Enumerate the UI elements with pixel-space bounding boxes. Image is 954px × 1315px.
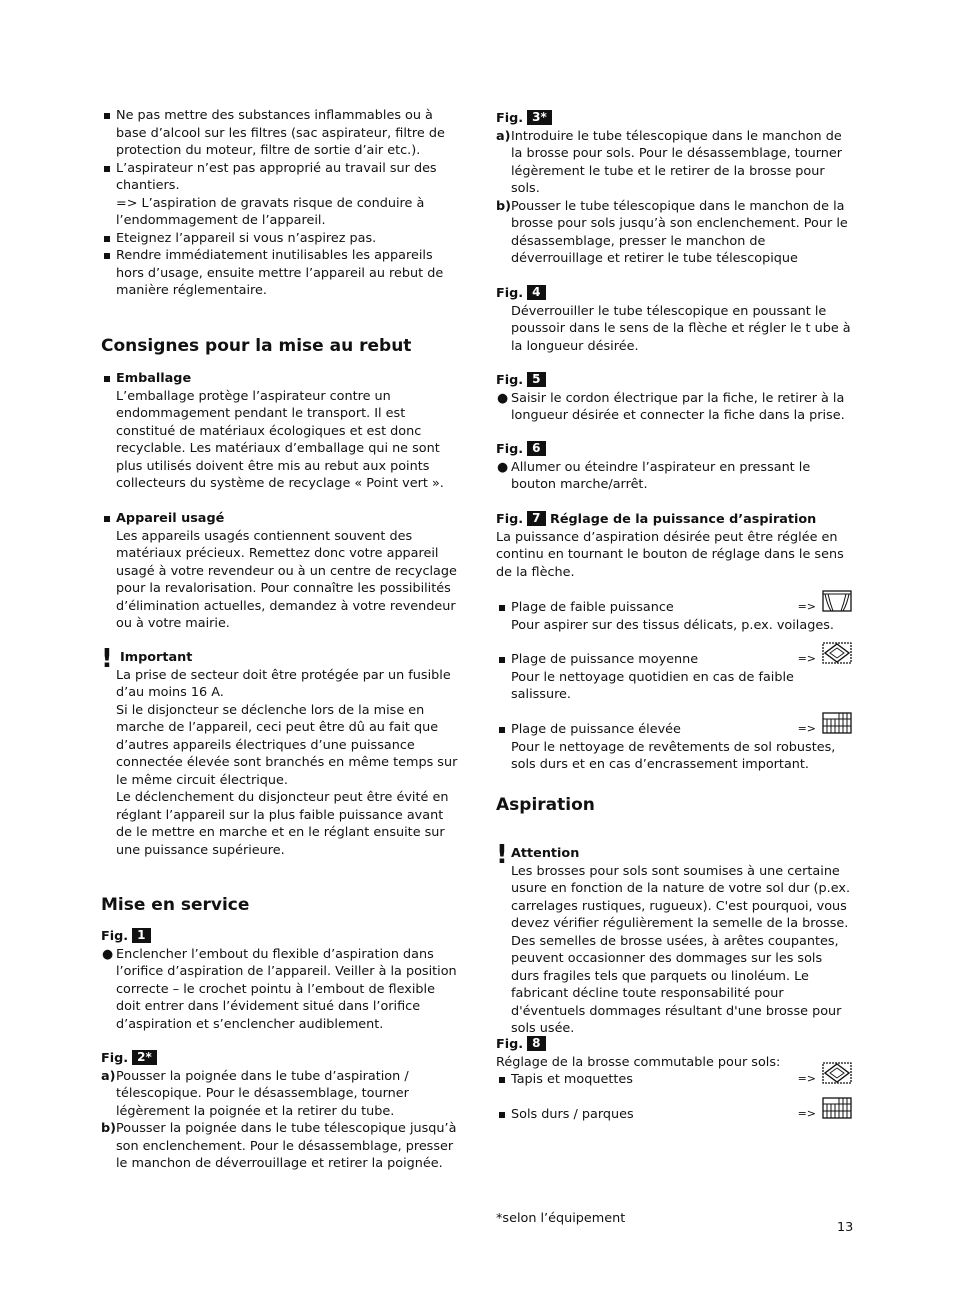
fig-number: 3* [527, 110, 552, 125]
power-high: Plage de puissance élevée => Pour le nettoyage de revêtements de sol robustes, sols durs et en cas d’encrassement important. [496, 721, 854, 774]
hard-floor-icon [822, 1097, 852, 1119]
important-p3: Le déclenchement du disjoncteur peut être évité en réglant l’appareil sur la plus faible puissance avant de le mettre en marche et en le réglant ensuite sur une puissance supérieure. [116, 790, 449, 858]
fig7-text: La puissance d’aspiration désirée peut être réglée en continu en tournant le bouton de réglage dans le sens de la flèche. [496, 529, 844, 580]
fig2-b-text: Pousser la poignée dans le tube télescopique jusqu’à son enclenchement. Pour le désassemblage, presser le manchon de déverrouillage et retirer la poignée. [116, 1121, 457, 1171]
power-low-desc: Pour aspirer sur des tissus délicats, p.ex. voilages. [511, 617, 834, 633]
fig-number: 2* [132, 1050, 157, 1065]
power-mid-label: Plage de puissance moyenne [511, 652, 699, 667]
list-item: Ne pas mettre des substances inflammables ou à base d’alcool sur les filtres (sac aspirateur, filtre de protection du moteur, filtre de sortie d’air etc.). [101, 107, 461, 160]
appareil-title: Appareil usagé [116, 511, 225, 526]
warning-icon: ! [101, 644, 113, 674]
fig6-text: Allumer ou éteindre l’aspirateur en pressant le bouton marche/arrêt. [511, 459, 811, 492]
fig-label: Fig. [496, 442, 524, 457]
hard-floor-icon [822, 712, 852, 734]
fig-label: Fig. [496, 111, 524, 126]
rug-icon [822, 642, 852, 664]
fig-number: 4 [527, 285, 545, 300]
fig2-section: Fig. 2* a) Pousser la poignée dans le tube d’aspiration / télescopique. Pour le désassemblage, tourner légèrement la poignée et la retirer du tube. b) Pousser la poignée dans le tube télescopique jusqu’à son enclenchement. Pour le désassemblage, presser le manchon de déverrouillage et retirer la poignée. [101, 1050, 457, 1171]
power-mid: Plage de puissance moyenne => Pour le nettoyage quotidien en cas de faible salissure. [496, 651, 854, 704]
fig4-section [496, 285, 854, 355]
fig1-section: Fig. 1 ● Enclencher l’embout du flexible d’aspiration dans l’orifice d’aspiration de l’appareil. Veiller à la position correcte – le crochet pointu à l’embout de flexible doit entrer dans l’évidement situé dans l’orifice d’aspiration et s’enclencher audiblement. [101, 928, 457, 1032]
emballage-title: Emballage [116, 371, 192, 386]
fig-number: 5 [527, 372, 545, 387]
fig-label: Fig. [101, 1051, 129, 1066]
fig-number: 7 [527, 511, 545, 526]
fig5-text: Saisir le cordon électrique par la fiche, le retirer à la longueur désirée et connecter la fiche dans la prise. [511, 390, 845, 423]
fig2-a-text: Pousser la poignée dans le tube d’aspiration / télescopique. Pour le désassemblage, tourner légèrement la poignée et la retirer du tube. [116, 1068, 409, 1119]
fig-number: 1 [132, 928, 150, 943]
important-section [101, 644, 461, 859]
service-heading: Mise en service [101, 895, 250, 915]
important-p2: Si le disjoncteur se déclenche lors de la mise en marche de l’appareil, ceci peut être dû au fait que d’autres appareils électriques d’une puissance connectée élevée sont branchés en même temps sur le même circuit électrique. [116, 702, 458, 788]
fig4-text: Déverrouiller le tube télescopique en poussant le poussoir dans le sens de la flèche et régler le t ube à la longueur désirée. [511, 303, 851, 354]
hard-floor-setting: Sols durs / parques => [496, 1106, 854, 1124]
attention-text: Les brosses pour sols sont soumises à une certaine usure en fonction de la nature de votre sol dur (p.ex. carrelages rustiques, rugueux). C'est pourquoi, vous devez vérifier régulièrement la semelle de la brosse. Des semelles de brosse usées, à arêtes coupantes, peuvent occasionner des dommages sur les sols durs fragiles tels que parquets ou linoléum. Le fabricant décline toute responsabilité pour d'éventuels dommages résultant d'une brosse pour sols usée. [511, 863, 851, 1036]
power-mid-desc: Pour le nettoyage quotidien en cas de faible salissure. [511, 669, 794, 702]
fig-label: Fig. [496, 1037, 524, 1052]
warning-icon: ! [496, 840, 508, 870]
carpet-label: Tapis et moquettes [511, 1072, 633, 1087]
hard-floor-label: Sols durs / parques [511, 1107, 634, 1122]
important-title: Important [120, 650, 193, 665]
fig-label: Fig. [496, 512, 524, 527]
fig6-section: Fig. 6 ● Allumer ou éteindre l’aspirateur en pressant le bouton marche/arrêt. [496, 441, 811, 492]
fig-label: Fig. [496, 286, 524, 301]
power-low-label: Plage de faible puissance [511, 600, 674, 615]
curtain-icon [822, 590, 852, 612]
fig5-section: Fig. 5 ● Saisir le cordon électrique par la fiche, le retirer à la longueur désirée et connecter la fiche dans la prise. [496, 372, 845, 423]
list-item: Rendre immédiatement inutilisables les appareils hors d’usage, ensuite mettre l’appareil au rebut de manière réglementaire. [101, 247, 461, 300]
appareil-text: Les appareils usagés contiennent souvent des matériaux précieux. Remettez donc votre appareil usagé à votre revendeur ou à un centre de recyclage pour la revalorisation. Pour connaître les possibilités d’élimination actuelles, demandez à votre revendeur ou à votre mairie. [116, 528, 457, 631]
aspiration-heading: Aspiration [496, 795, 595, 815]
list-item: Eteignez l’appareil si vous n’aspirez pas. [101, 230, 461, 248]
fig8-section [496, 1036, 854, 1071]
safety-list [101, 107, 461, 300]
attention-section [496, 840, 854, 1038]
fig-label: Fig. [101, 929, 129, 944]
disposal-heading: Consignes pour la mise au rebut [101, 336, 412, 356]
fig-number: 8 [527, 1036, 545, 1051]
emballage-text: L’emballage protège l’aspirateur contre un endommagement pendant le transport. Il est constitué de matériaux écologiques et est donc recyclable. Les matériaux d’emballage qui ne sont plus utilisés doivent être mis au rebut aux points collecteurs du système de recyclage « Point vert ». [116, 388, 444, 491]
fig-number: 6 [527, 441, 545, 456]
list-item: L’aspirateur n’est pas approprié au travail sur des chantiers. [101, 160, 461, 195]
page-number: 13 [837, 1220, 854, 1235]
rug-icon [822, 1062, 852, 1084]
important-p1: La prise de secteur doit être protégée par un fusible d’au moins 16 A. [116, 667, 451, 700]
fig7-title: Réglage de la puissance d’aspiration [549, 512, 817, 527]
fig7-section [496, 511, 854, 581]
fig3-section: Fig. 3* a) Introduire le tube télescopique dans le manchon de la brosse pour sols. Pour le désassemblage, tourner légèrement le tube et le retirer de la brosse pour sols. b) Pousser le tube télescopique dans le manchon de la brosse pour sols jusqu’à son enclenchement. Pour le désassemblage, presser le manchon de déverrouillage et retirer le tube télescopique [496, 110, 848, 266]
appareil-section [101, 510, 461, 633]
power-high-desc: Pour le nettoyage de revêtements de sol robustes, sols durs et en cas d’encrassement important. [511, 739, 836, 772]
fig-label: Fig. [496, 373, 524, 388]
fig3-a-text: Introduire le tube télescopique dans le manchon de la brosse pour sols. Pour le désassemblage, tourner légèrement le tube et le retirer de la brosse pour sols. [511, 128, 843, 196]
power-high-label: Plage de puissance élevée [511, 722, 681, 737]
fig3-b-text: Pousser le tube télescopique dans le manchon de la brosse pour sols jusqu’à son enclenchement. Pour le désassemblage, presser le manchon de déverrouillage et retirer le tube télescopique [511, 198, 848, 266]
emballage-section [101, 370, 461, 493]
footnote: *selon l’équipement [496, 1211, 626, 1226]
power-low: Plage de faible puissance => Pour aspirer sur des tissus délicats, p.ex. voilages. [496, 599, 854, 634]
fig1-text: Enclencher l’embout du flexible d’aspiration dans l’orifice d’aspiration de l’appareil. Veiller à la position correcte – le crochet pointu à l’embout de flexible doit entrer dans l’évidement situé dans l’orifice d’aspiration et s’enclencher audiblement. [116, 946, 457, 1032]
attention-title: Attention [511, 846, 580, 861]
fig8-text: Réglage de la brosse commutable pour sols: [496, 1054, 781, 1070]
carpet-setting: Tapis et moquettes => [496, 1071, 854, 1089]
safety-note: => L’aspiration de gravats risque de conduire à l’endommagement de l’appareil. [116, 195, 425, 228]
